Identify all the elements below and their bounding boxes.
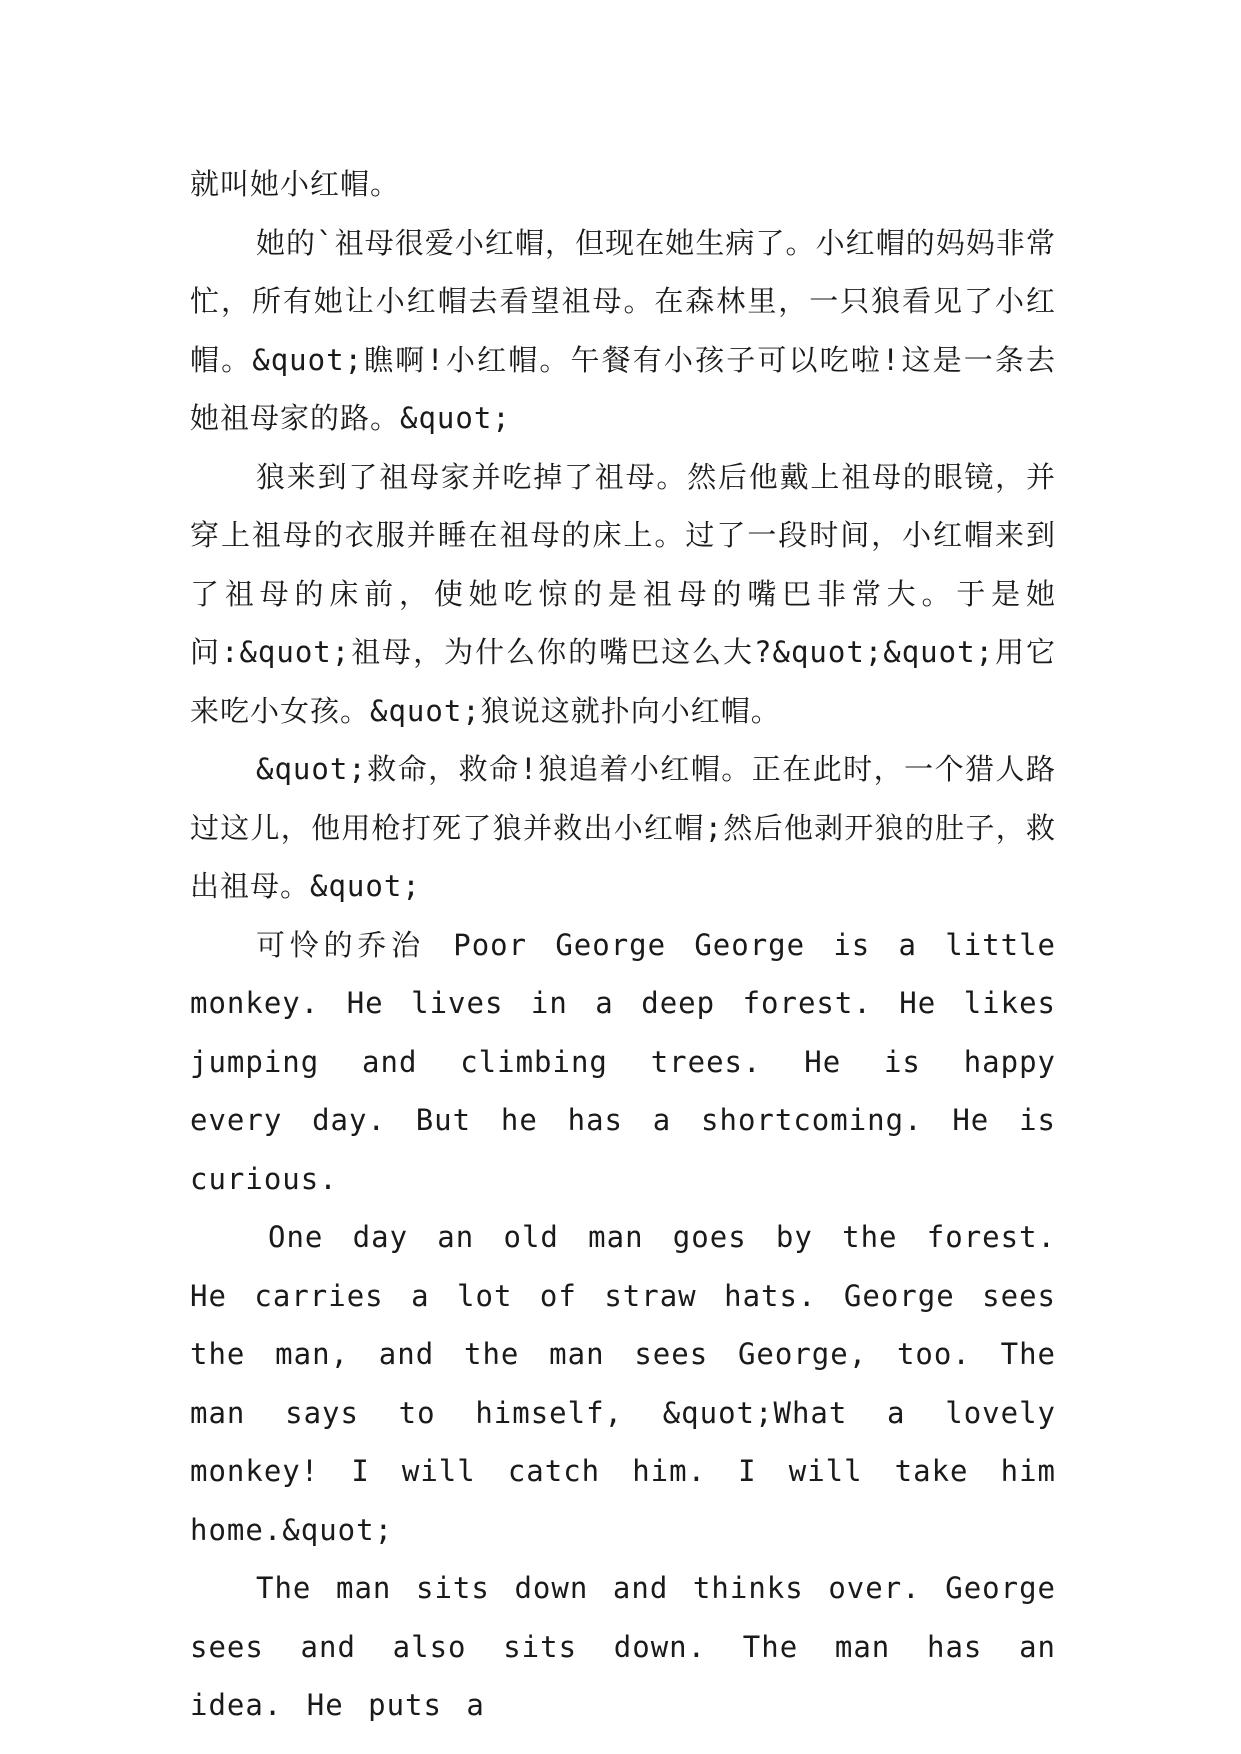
paragraph-wolf-eats-grandmother: 狼来到了祖母家并吃掉了祖母。然后他戴上祖母的眼镜，并穿上祖母的衣服并睡在祖母的床上。过了一段时间，小红帽来到了祖母的床前，使她吃惊的是祖母的嘴巴非常大。于是她问:&quot;祖母，为什么你的嘴巴这么大?&quot;&quot;用它来吃小女孩。&quot;狼说这就扑向小红帽。 [190,459,1056,728]
paragraph-poor-george: 可怜的乔治 Poor George George is a little monkey. He lives in a deep forest. He likes jumping and climbing trees. He is happy every day. But he has a shortcoming. He is curious. [190,927,1056,1196]
paragraph-man-sits-down: The man sits down and thinks over. George sees and also sits down. The man has an idea. He puts a [190,1571,1056,1722]
document-body [190,155,1056,1735]
paragraph-hunter-rescue: &quot;救命，救命!狼追着小红帽。正在此时，一个猎人路过这儿，他用枪打死了狼并救出小红帽;然后他剥开狼的肚子，救出祖母。&quot; [190,752,1056,903]
paragraph-old-man: One day an old man goes by the forest. He carries a lot of straw hats. George sees the man, and the man sees George, too. The man says to himself, &quot;What a lovely monkey! I will catch him. I will take him home.&quot; [190,1220,1056,1547]
paragraph-grandmother-sick: 她的`祖母很爱小红帽，但现在她生病了。小红帽的妈妈非常忙，所有她让小红帽去看望祖母。在森林里，一只狼看见了小红帽。&quot;瞧啊!小红帽。午餐有小孩子可以吃啦!这是一条去她祖母家的路。&quot; [190,225,1056,435]
paragraph-continuation: 就叫她小红帽。 [190,167,401,201]
